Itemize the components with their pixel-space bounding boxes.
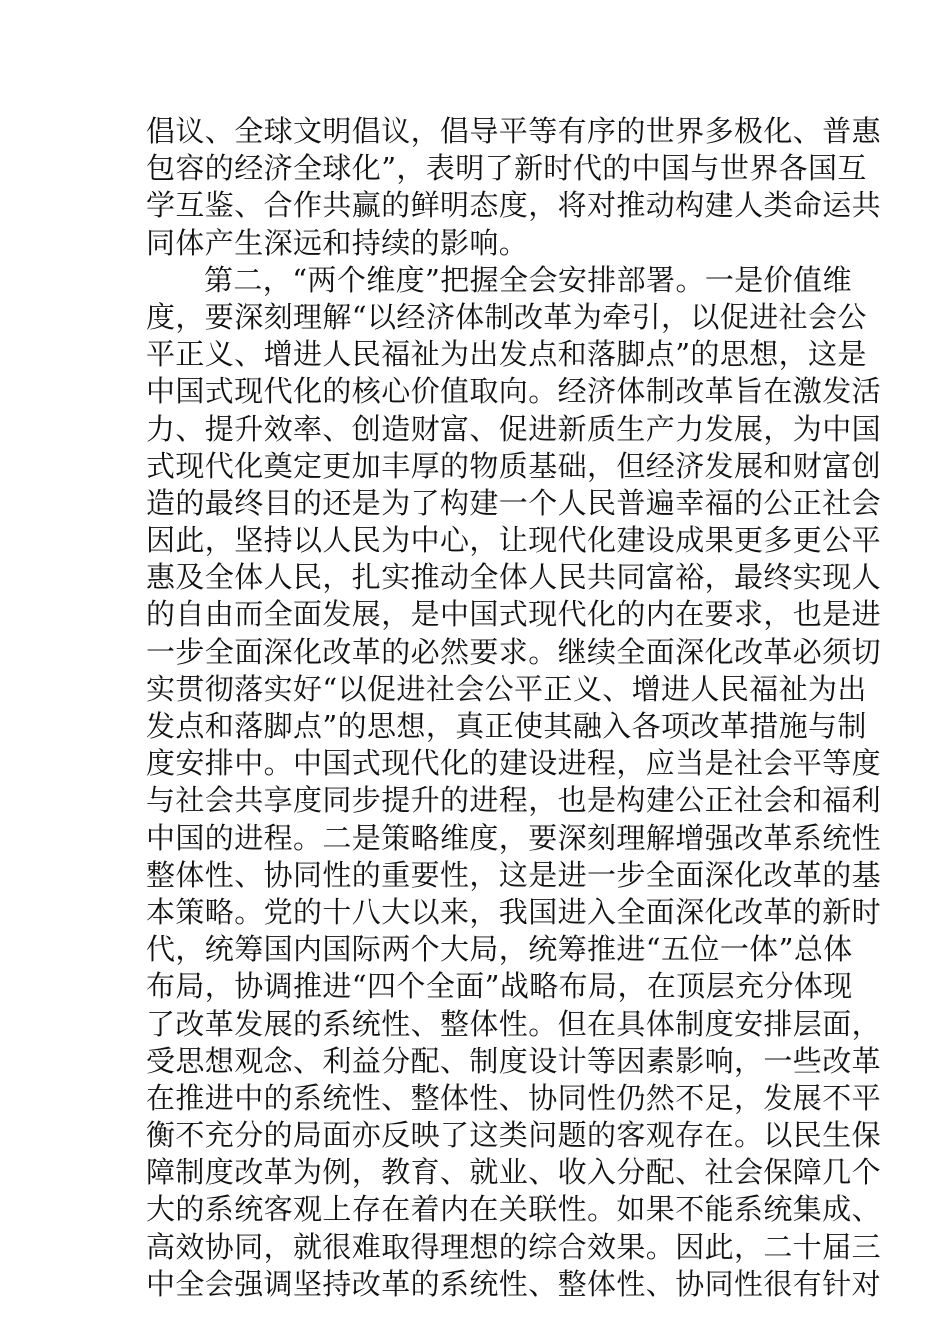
text-line-12: 因此，坚持以人民为中心，让现代化建设成果更多更公平 xyxy=(146,523,882,558)
text-line-27: 在推进中的系统性、整体性、协同性仍然不足，发展不平 xyxy=(146,1080,882,1115)
body-text xyxy=(146,113,882,1303)
text-line-23: 代，统筹国内国际两个大局，统筹推进“五位一体”总体 xyxy=(146,932,853,967)
text-line-7: 平正义、增进人民福祉为出发点和落脚点”的思想，这是 xyxy=(146,337,867,372)
text-line-20: 中国的进程。二是策略维度，要深刻理解增强改革系统性 xyxy=(146,820,882,855)
text-line-24: 布局，协调推进“四个全面”战略布局，在顶层充分体现 xyxy=(146,969,853,1004)
text-line-2: 包容的经济全球化”，表明了新时代的中国与世界各国互 xyxy=(146,151,867,186)
text-line-29: 障制度改革为例，教育、就业、收入分配、社会保障几个 xyxy=(146,1155,882,1190)
text-line-3: 学互鉴、合作共赢的鲜明态度，将对推动构建人类命运共 xyxy=(146,188,882,223)
text-line-10: 式现代化奠定更加丰厚的物质基础，但经济发展和财富创 xyxy=(146,448,882,483)
text-line-30: 大的系统客观上存在着内在关联性。如果不能系统集成、 xyxy=(146,1192,882,1227)
text-line-1: 倡议、全球文明倡议，倡导平等有序的世界多极化、普惠 xyxy=(146,114,882,148)
text-line-8: 中国式现代化的核心价值取向。经济体制改革旨在激发活 xyxy=(146,374,882,409)
text-line-4: 同体产生深远和持续的影响。 xyxy=(146,225,529,260)
text-line-14: 的自由而全面发展，是中国式现代化的内在要求，也是进 xyxy=(146,597,882,632)
text-line-6: 度，要深刻理解“以经济体制改革为牵引，以促进社会公 xyxy=(146,299,867,334)
text-line-22: 本策略。党的十八大以来，我国进入全面深化改革的新时 xyxy=(146,894,882,929)
text-line-9: 力、提升效率、创造财富、促进新质生产力发展，为中国 xyxy=(146,411,882,446)
text-line-21: 整体性、协同性的重要性，这是进一步全面深化改革的基 xyxy=(146,857,882,892)
text-line-13: 惠及全体人民，扎实推动全体人民共同富裕，最终实现人 xyxy=(146,560,882,595)
text-line-31: 高效协同，就很难取得理想的综合效果。因此，二十届三 xyxy=(146,1229,882,1264)
text-line-16: 实贯彻落实好“以促进社会公平正义、增进人民福祉为出 xyxy=(146,671,867,706)
text-line-32: 中全会强调坚持改革的系统性、整体性、协同性很有针对 xyxy=(146,1266,882,1301)
text-line-25: 了改革发展的系统性、整体性。但在具体制度安排层面， xyxy=(146,1006,882,1041)
text-line-28: 衡不充分的局面亦反映了这类问题的客观存在。以民生保 xyxy=(146,1118,882,1153)
text-line-11: 造的最终目的还是为了构建一个人民普遍幸福的公正社会 xyxy=(146,485,882,520)
paragraph-start-line: 第二，“两个维度”把握全会安排部署。一是价值维 xyxy=(204,262,852,297)
text-line-15: 一步全面深化改革的必然要求。继续全面深化改革必须切 xyxy=(146,634,882,669)
text-line-17: 发点和落脚点”的思想，真正使其融入各项改革措施与制 xyxy=(146,709,867,743)
text-line-18: 度安排中。中国式现代化的建设进程，应当是社会平等度 xyxy=(146,746,882,781)
text-line-26: 受思想观念、利益分配、制度设计等因素影响，一些改革 xyxy=(146,1043,882,1078)
text-line-19: 与社会共享度同步提升的进程，也是构建公正社会和福利 xyxy=(146,783,882,818)
